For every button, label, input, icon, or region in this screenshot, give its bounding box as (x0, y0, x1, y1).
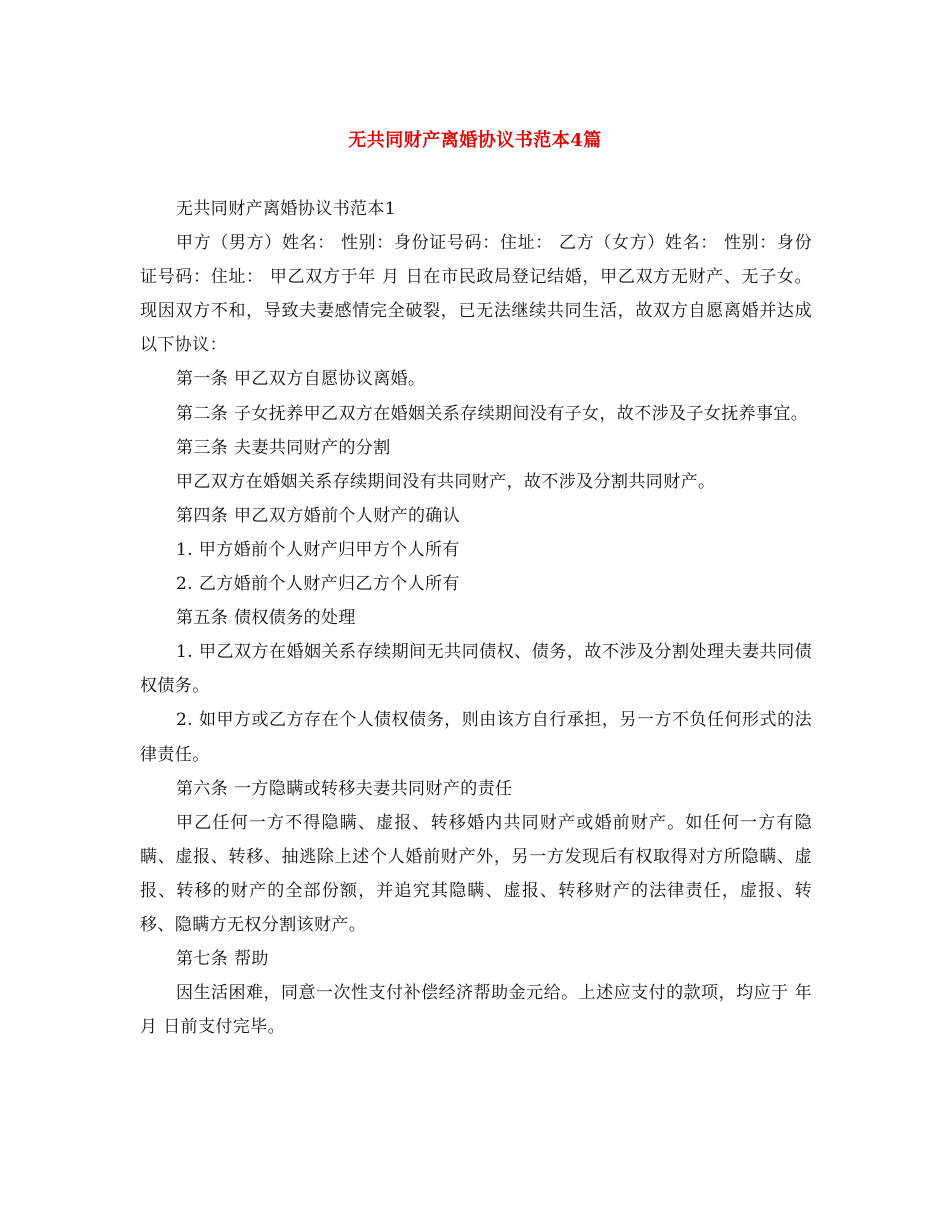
article-6-paragraph: 甲乙任何一方不得隐瞒、虚报、转移婚内共同财产或婚前财产。如任何一方有隐瞒、虚报、转移、抽逃除上述个人婚前财产外，另一方发现后有权取得对方所隐瞒、虚报、转移的财产的全部份额，并追究其隐瞒、虚报、转移财产的法律责任，虚报、转移、隐瞒方无权分割该财产。 (140, 812, 812, 935)
article-3-heading: 第三条 夫妻共同财产的分割 (176, 437, 391, 458)
document-title: 无共同财产离婚协议书范本4篇 (348, 130, 602, 151)
article-5-item-2: 2. 如甲方或乙方存在个人债权债务，则由该方自行承担，另一方不负任何形式的法律责任。 (140, 710, 812, 765)
subtitle-paragraph: 无共同财产离婚协议书范本1 (176, 199, 397, 219)
article-4-heading: 第四条 甲乙双方婚前个人财产的确认 (176, 505, 461, 526)
article-4-item-2: 2. 乙方婚前个人财产归乙方个人所有 (176, 574, 460, 595)
article-5-heading: 第五条 债权债务的处理 (176, 608, 356, 629)
document-body (140, 192, 812, 1044)
article-5-item-1: 1. 甲乙双方在婚姻关系存续期间无共同债权、债务，故不涉及分割处理夫妻共同债权债务。 (140, 642, 812, 697)
article-1-paragraph: 第一条 甲乙双方自愿协议离婚。 (176, 369, 426, 390)
article-7-heading: 第七条 帮助 (176, 949, 269, 970)
article-3-paragraph: 甲乙双方在婚姻关系存续期间没有共同财产，故不涉及分割共同财产。 (176, 471, 716, 492)
parties-paragraph: 甲方（男方）姓名： 性别：身份证号码：住址： 乙方（女方）姓名： 性别：身份证号码：住址： 甲乙双方于年 月 日在市民政局登记结婚，甲乙双方无财产、无子女。现因双方不和，导致夫妻感情完全破裂，已无法继续共同生活，故双方自愿离婚并达成以下协议： (140, 233, 812, 356)
article-7-paragraph: 因生活困难，同意一次性支付补偿经济帮助金元给。上述应支付的款项，均应于 年月 日前支付完毕。 (140, 983, 812, 1038)
article-2-paragraph: 第二条 子女抚养甲乙双方在婚姻关系存续期间没有子女，故不涉及子女抚养事宜。 (176, 403, 809, 424)
article-4-item-1: 1. 甲方婚前个人财产归甲方个人所有 (176, 539, 460, 560)
article-6-heading: 第六条 一方隐瞒或转移夫妻共同财产的责任 (176, 778, 513, 799)
